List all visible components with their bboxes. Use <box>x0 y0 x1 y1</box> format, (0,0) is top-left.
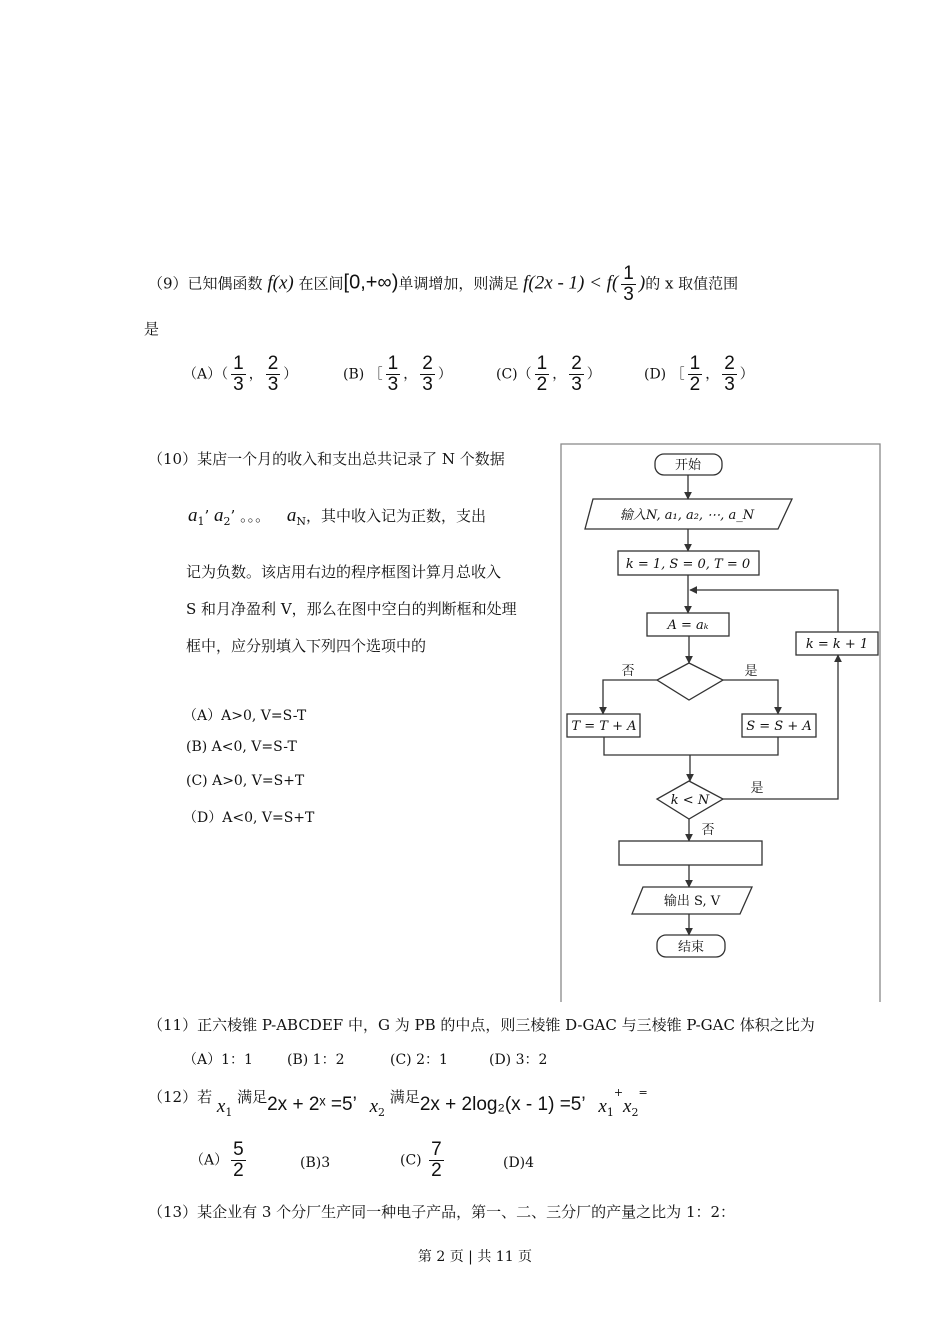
equation-2: 2x + 2log₂(x - 1) =5’ <box>419 1094 586 1115</box>
q10-line2: $a_1$’ $a_2$’ 。。。 $a_N$，其中收入记为正数，支出 <box>188 505 487 528</box>
sum-x2: x <box>623 1096 632 1117</box>
close-bracket: ） <box>283 366 298 383</box>
numerator: 2 <box>422 353 433 374</box>
option-label: （A） <box>183 366 222 383</box>
loop-condition-label: k < N <box>670 793 710 808</box>
denominator: 2 <box>689 374 701 395</box>
q11-option-c: (C) 2：1 <box>390 1052 448 1068</box>
close-bracket: ） <box>437 366 452 383</box>
q9-inequality: f(2x - 1) < f( <box>523 272 619 294</box>
ellipsis: ’ 。。。 <box>230 507 271 525</box>
q10-option-b: (B) A<0, V=S-T <box>186 739 297 755</box>
numerator: 1 <box>233 353 244 374</box>
q9-text-b: 在区间 <box>298 274 344 293</box>
q10-line2-tail: ，其中收入记为正数，支出 <box>306 507 487 525</box>
q12-option-a <box>190 1140 249 1181</box>
q9-text-d: 的 x 取值范围 <box>645 274 739 293</box>
output-label: 输出 S, V <box>663 894 721 909</box>
q10-line5: 框中，应分别填入下列四个选项中的 <box>186 637 427 655</box>
equals-sign: = <box>638 1086 648 1099</box>
yes-branch-line <box>723 680 778 714</box>
fraction <box>231 354 246 395</box>
no-label-1: 否 <box>621 664 635 679</box>
blank-process-box <box>619 841 762 865</box>
init-label: k = 1, S = 0, T = 0 <box>625 557 751 572</box>
q9-option-c: (C)（ $\frac{1}{2}$ ， $\frac{2}{3}$ ） <box>496 353 601 395</box>
fraction <box>722 354 737 395</box>
q9-close-paren: ) <box>638 272 646 294</box>
option-label: (C) <box>496 366 518 383</box>
denominator: 3 <box>571 374 582 395</box>
decision-diamond-blank <box>657 663 723 700</box>
increment-label: k = k + 1 <box>805 637 869 652</box>
question-13: （13）某企业有 3 个分厂生产同一种电子产品，第一、二、三分厂的产量之比为 1：2： <box>148 1203 736 1221</box>
yes-label-1: 是 <box>744 664 758 679</box>
yes-label-2: 是 <box>750 781 764 796</box>
question-11: （11）正六棱锥 P-ABCDEF 中，G 为 PB 的中点，则三棱锥 D-GAC 与三棱锥 P-GAC 体积之比为 <box>148 1016 815 1034</box>
denominator: 2 <box>233 1160 244 1181</box>
sum-x2-subscript: 2 <box>631 1106 639 1119</box>
numerator: 2 <box>724 353 735 374</box>
fraction <box>535 354 550 395</box>
option-label: （A） <box>190 1152 229 1169</box>
open-bracket: ［ <box>368 366 383 383</box>
q11-option-a: （A）1：1 <box>183 1052 253 1068</box>
satisfies-text: 满足 <box>237 1088 268 1106</box>
a2-symbol: a <box>214 505 224 526</box>
t-update-label: T = T + A <box>571 719 637 734</box>
q10-line4: S 和月净盈利 V，那么在图中空白的判断框和处理 <box>186 600 517 618</box>
q10-line1: （10）某店一个月的收入和支出总共记录了 N 个数据 <box>148 450 505 468</box>
open-bracket: （ <box>221 366 229 383</box>
question-12 <box>148 1086 648 1119</box>
q9-number: （9） <box>148 274 188 293</box>
denominator: 3 <box>267 374 279 395</box>
end-label: 结束 <box>677 940 705 955</box>
a1-symbol: a <box>188 505 198 526</box>
numerator: 7 <box>431 1139 442 1160</box>
option-label: (C) <box>400 1152 422 1169</box>
q9-line2: 是 <box>144 320 160 338</box>
s-update-label: S = S + A <box>746 719 812 734</box>
x1-symbol: x <box>216 1096 226 1117</box>
q9-option-b: (B) ［ $\frac{1}{3}$ ， $\frac{2}{3}$ ） <box>343 353 452 395</box>
sum-x1: x <box>598 1096 607 1117</box>
open-bracket: （ <box>517 366 532 383</box>
q12-option-c <box>400 1140 447 1181</box>
denominator: 3 <box>623 284 634 305</box>
q9-option-d: (D) ［ $\frac{1}{2}$ ， $\frac{2}{3}$ ） <box>644 353 754 395</box>
q9-text-c: 单调增加，则满足 <box>398 274 519 293</box>
no-label-2: 否 <box>701 823 715 838</box>
x2-symbol: x <box>369 1096 379 1117</box>
q12-option-b: (B)3 <box>300 1155 331 1171</box>
denominator: 3 <box>724 374 735 395</box>
assign-label: A = aₖ <box>667 618 709 633</box>
denominator: 2 <box>536 374 548 395</box>
a2-subscript: 2 <box>223 515 231 528</box>
close-bracket: ） <box>586 366 601 383</box>
denominator: 3 <box>233 374 244 395</box>
q9-option-a: （A）（ $\frac{1}{3}$ ， $\frac{2}{3}$ ） <box>183 353 298 395</box>
x2-subscript: 2 <box>378 1106 386 1119</box>
sum-x1-subscript: 1 <box>606 1106 614 1119</box>
q12-number: （12）若 <box>148 1088 213 1106</box>
fraction <box>569 354 584 395</box>
q9-interval: [0,+∞) <box>343 271 399 294</box>
numerator: 5 <box>233 1139 244 1160</box>
start-label: 开始 <box>674 458 702 473</box>
fraction <box>231 1140 246 1181</box>
satisfies-text: 满足 <box>389 1088 420 1106</box>
q10-option-d: （D）A<0, V=S+T <box>183 810 315 826</box>
numerator: 2 <box>571 353 582 374</box>
numerator: 1 <box>387 353 399 374</box>
a1-subscript: 1 <box>197 515 205 528</box>
fraction <box>266 354 281 395</box>
q10-option-c: (C) A>0, V=S+T <box>186 773 305 789</box>
flowchart <box>560 442 882 1004</box>
fraction <box>386 354 401 395</box>
aN-symbol: a <box>286 505 297 526</box>
open-bracket: ［ <box>670 366 685 383</box>
numerator: 1 <box>689 353 701 374</box>
numerator: 1 <box>623 263 634 284</box>
q11-option-b: (B) 1：2 <box>287 1052 345 1068</box>
plus-sign: + <box>613 1086 624 1099</box>
merge-line <box>604 737 778 755</box>
numerator: 1 <box>536 353 548 374</box>
question-9 <box>148 264 738 305</box>
q9-fx: f(x) <box>267 272 294 294</box>
loop-back-line <box>690 590 838 632</box>
q10-line3: 记为负数。该店用右边的程序框图计算月总收入 <box>186 563 502 581</box>
equation-1: 2x + 2ˣ =5’ <box>267 1094 357 1115</box>
q9-fraction <box>621 264 636 305</box>
q9-text-a: 已知偶函数 <box>187 274 263 293</box>
option-label: (D) <box>644 366 667 383</box>
option-label: (B) <box>343 366 365 383</box>
denominator: 3 <box>387 374 399 395</box>
denominator: 2 <box>431 1160 442 1181</box>
denominator: 3 <box>422 374 433 395</box>
fraction <box>688 354 703 395</box>
q10-option-a: （A）A>0, V=S-T <box>183 708 307 724</box>
no-branch-line <box>603 680 657 714</box>
q11-option-d: (D) 3：2 <box>489 1052 548 1068</box>
input-label: 输入N, a₁, a₂, ⋯, a_N <box>619 508 755 523</box>
q12-option-d: (D)4 <box>503 1155 535 1171</box>
numerator: 2 <box>267 353 279 374</box>
x1-subscript: 1 <box>225 1106 233 1119</box>
fraction <box>420 354 435 395</box>
close-bracket: ） <box>739 366 754 383</box>
aN-subscript: N <box>296 515 306 528</box>
page-footer: 第 2 页 | 共 11 页 <box>417 1249 533 1265</box>
fraction <box>429 1140 444 1181</box>
